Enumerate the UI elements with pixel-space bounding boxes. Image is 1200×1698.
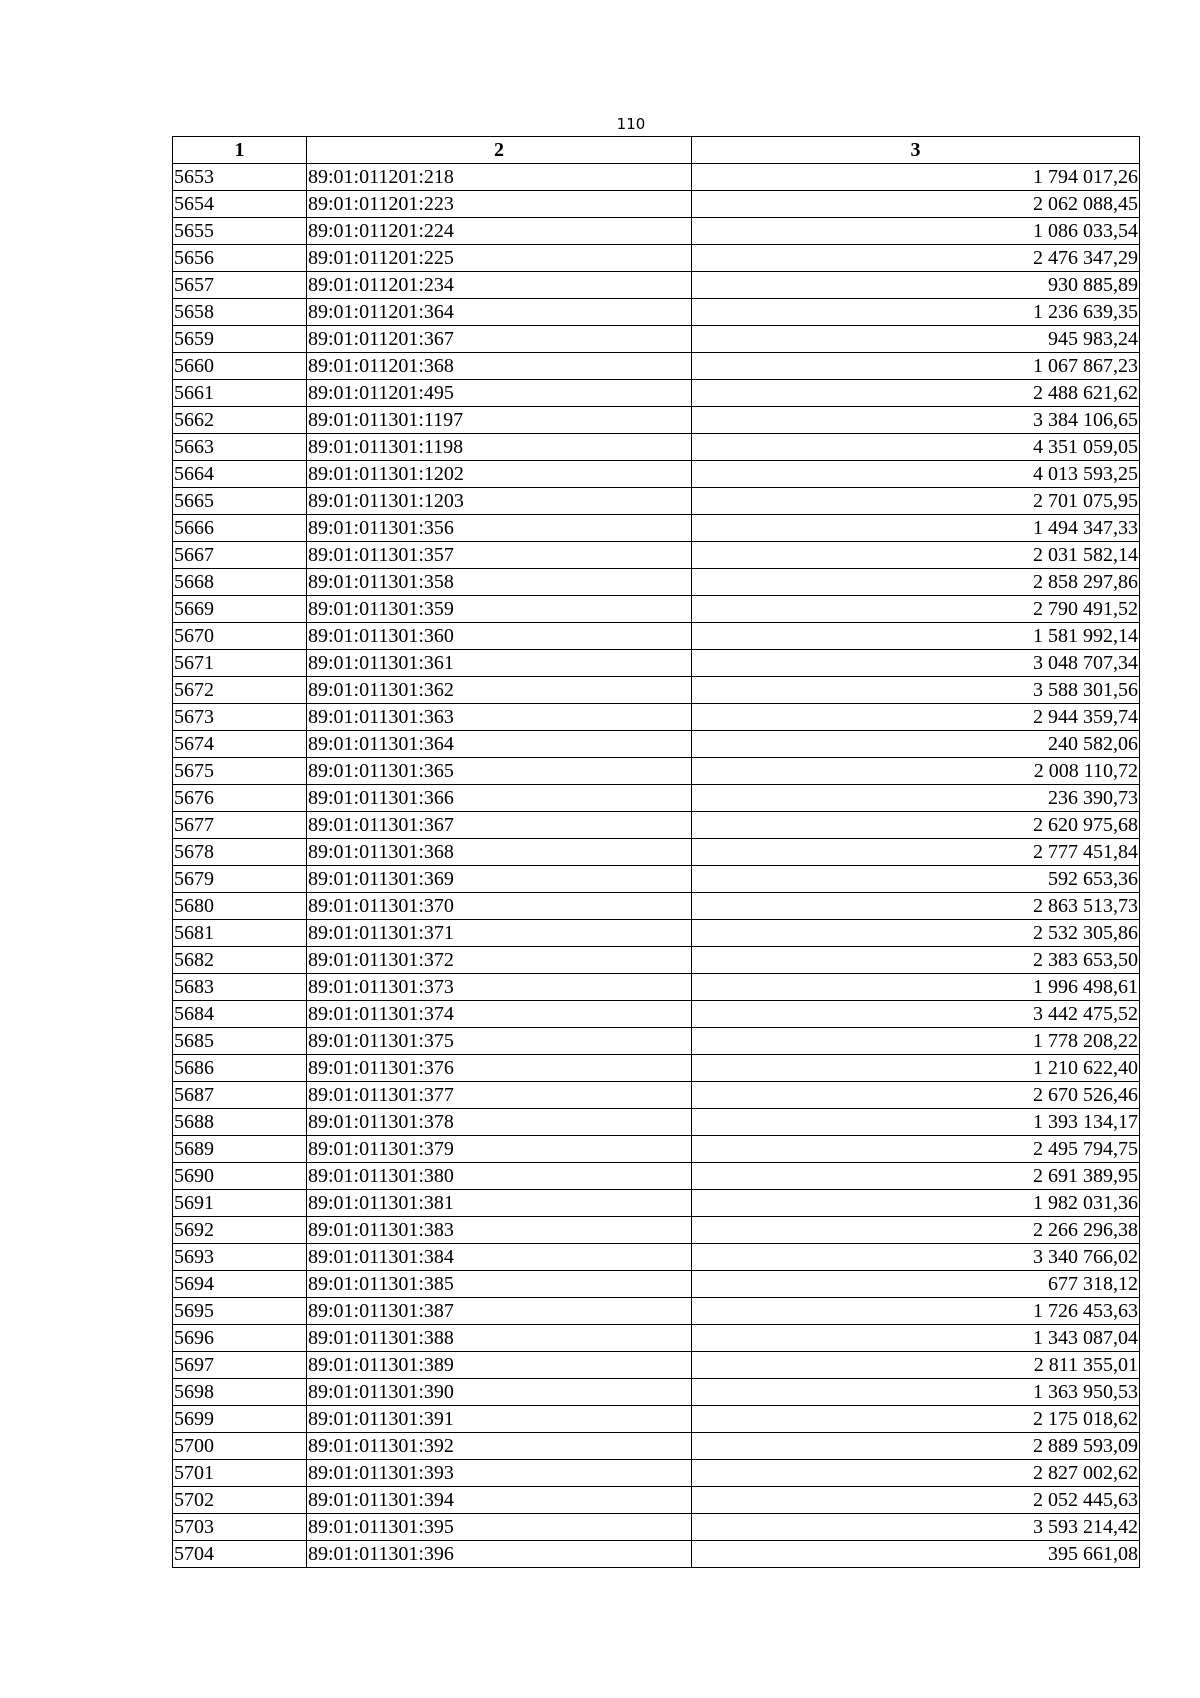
value-cell: 2 811 355,01 — [692, 1352, 1140, 1379]
row-number-cell: 5672 — [173, 677, 307, 704]
row-number-cell: 5692 — [173, 1217, 307, 1244]
value-cell: 2 790 491,52 — [692, 596, 1140, 623]
cadastral-number-cell: 89:01:011301:380 — [307, 1163, 692, 1190]
row-number-cell: 5704 — [173, 1541, 307, 1568]
row-number-cell: 5662 — [173, 407, 307, 434]
cadastral-number-cell: 89:01:011301:357 — [307, 542, 692, 569]
value-cell: 2 266 296,38 — [692, 1217, 1140, 1244]
cadastral-number-cell: 89:01:011301:392 — [307, 1433, 692, 1460]
table-row — [173, 434, 1140, 461]
row-number-cell: 5679 — [173, 866, 307, 893]
cadastral-number-cell: 89:01:011301:387 — [307, 1298, 692, 1325]
row-number-cell: 5673 — [173, 704, 307, 731]
cadastral-number-cell: 89:01:011301:364 — [307, 731, 692, 758]
row-number-cell: 5701 — [173, 1460, 307, 1487]
table-row — [173, 1460, 1140, 1487]
cadastral-number-cell: 89:01:011301:393 — [307, 1460, 692, 1487]
table-row — [173, 1001, 1140, 1028]
row-number-cell: 5699 — [173, 1406, 307, 1433]
row-number-cell: 5654 — [173, 191, 307, 218]
table-row — [173, 1028, 1140, 1055]
value-cell: 2 827 002,62 — [692, 1460, 1140, 1487]
value-cell: 3 442 475,52 — [692, 1001, 1140, 1028]
row-number-cell: 5693 — [173, 1244, 307, 1271]
row-number-cell: 5684 — [173, 1001, 307, 1028]
cadastral-number-cell: 89:01:011301:371 — [307, 920, 692, 947]
table-row — [173, 569, 1140, 596]
table-row — [173, 488, 1140, 515]
row-number-cell: 5669 — [173, 596, 307, 623]
table-row — [173, 461, 1140, 488]
table-row — [173, 326, 1140, 353]
table-row — [173, 947, 1140, 974]
row-number-cell: 5656 — [173, 245, 307, 272]
value-cell: 240 582,06 — [692, 731, 1140, 758]
cadastral-number-cell: 89:01:011301:381 — [307, 1190, 692, 1217]
row-number-cell: 5681 — [173, 920, 307, 947]
cadastral-number-cell: 89:01:011301:367 — [307, 812, 692, 839]
table-row — [173, 407, 1140, 434]
cadastral-number-cell: 89:01:011301:356 — [307, 515, 692, 542]
row-number-cell: 5657 — [173, 272, 307, 299]
table-row — [173, 677, 1140, 704]
table-row — [173, 650, 1140, 677]
cadastral-number-cell: 89:01:011301:396 — [307, 1541, 692, 1568]
table-row — [173, 1082, 1140, 1109]
cadastral-number-cell: 89:01:011301:370 — [307, 893, 692, 920]
row-number-cell: 5658 — [173, 299, 307, 326]
value-cell: 4 351 059,05 — [692, 434, 1140, 461]
row-number-cell: 5676 — [173, 785, 307, 812]
value-cell: 2 495 794,75 — [692, 1136, 1140, 1163]
value-cell: 2 476 347,29 — [692, 245, 1140, 272]
table-row — [173, 245, 1140, 272]
row-number-cell: 5703 — [173, 1514, 307, 1541]
value-cell: 3 593 214,42 — [692, 1514, 1140, 1541]
value-cell: 1 236 639,35 — [692, 299, 1140, 326]
value-cell: 2 858 297,86 — [692, 569, 1140, 596]
cadastral-number-cell: 89:01:011201:495 — [307, 380, 692, 407]
cadastral-number-cell: 89:01:011301:365 — [307, 758, 692, 785]
value-cell: 1 794 017,26 — [692, 164, 1140, 191]
value-cell: 2 008 110,72 — [692, 758, 1140, 785]
column-header-3: 3 — [692, 137, 1140, 164]
cadastral-number-cell: 89:01:011201:225 — [307, 245, 692, 272]
table-body — [173, 164, 1140, 1568]
table-row — [173, 299, 1140, 326]
row-number-cell: 5664 — [173, 461, 307, 488]
value-cell: 3 588 301,56 — [692, 677, 1140, 704]
value-cell: 1 778 208,22 — [692, 1028, 1140, 1055]
column-header-1: 1 — [173, 137, 307, 164]
row-number-cell: 5686 — [173, 1055, 307, 1082]
row-number-cell: 5667 — [173, 542, 307, 569]
cadastral-number-cell: 89:01:011301:394 — [307, 1487, 692, 1514]
table-row — [173, 1244, 1140, 1271]
value-cell: 1 343 087,04 — [692, 1325, 1140, 1352]
cadastral-number-cell: 89:01:011301:391 — [307, 1406, 692, 1433]
cadastral-number-cell: 89:01:011301:388 — [307, 1325, 692, 1352]
cadastral-number-cell: 89:01:011301:372 — [307, 947, 692, 974]
table-row — [173, 272, 1140, 299]
value-cell: 2 691 389,95 — [692, 1163, 1140, 1190]
table-row — [173, 1379, 1140, 1406]
row-number-cell: 5700 — [173, 1433, 307, 1460]
row-number-cell: 5653 — [173, 164, 307, 191]
value-cell: 2 383 653,50 — [692, 947, 1140, 974]
row-number-cell: 5670 — [173, 623, 307, 650]
value-cell: 1 494 347,33 — [692, 515, 1140, 542]
value-cell: 2 175 018,62 — [692, 1406, 1140, 1433]
table-header-row — [173, 137, 1140, 164]
table-row — [173, 191, 1140, 218]
table-row — [173, 1190, 1140, 1217]
table-row — [173, 704, 1140, 731]
value-cell: 1 210 622,40 — [692, 1055, 1140, 1082]
cadastral-number-cell: 89:01:011301:378 — [307, 1109, 692, 1136]
cadastral-number-cell: 89:01:011201:223 — [307, 191, 692, 218]
value-cell: 3 340 766,02 — [692, 1244, 1140, 1271]
cadastral-number-cell: 89:01:011301:358 — [307, 569, 692, 596]
row-number-cell: 5698 — [173, 1379, 307, 1406]
row-number-cell: 5695 — [173, 1298, 307, 1325]
value-cell: 2 532 305,86 — [692, 920, 1140, 947]
cadastral-number-cell: 89:01:011201:224 — [307, 218, 692, 245]
table-row — [173, 380, 1140, 407]
cadastral-number-cell: 89:01:011301:375 — [307, 1028, 692, 1055]
value-cell: 677 318,12 — [692, 1271, 1140, 1298]
row-number-cell: 5688 — [173, 1109, 307, 1136]
value-cell: 1 393 134,17 — [692, 1109, 1140, 1136]
value-cell: 1 363 950,53 — [692, 1379, 1140, 1406]
row-number-cell: 5696 — [173, 1325, 307, 1352]
column-header-2: 2 — [307, 137, 692, 164]
row-number-cell: 5668 — [173, 569, 307, 596]
row-number-cell: 5680 — [173, 893, 307, 920]
table-row — [173, 1325, 1140, 1352]
cadastral-number-cell: 89:01:011301:369 — [307, 866, 692, 893]
table-row — [173, 1433, 1140, 1460]
row-number-cell: 5702 — [173, 1487, 307, 1514]
page-number: 110 — [616, 115, 646, 133]
value-cell: 2 889 593,09 — [692, 1433, 1140, 1460]
data-table — [172, 136, 1140, 1568]
table-row — [173, 1271, 1140, 1298]
cadastral-number-cell: 89:01:011301:1198 — [307, 434, 692, 461]
row-number-cell: 5671 — [173, 650, 307, 677]
row-number-cell: 5660 — [173, 353, 307, 380]
cadastral-number-cell: 89:01:011301:390 — [307, 1379, 692, 1406]
table-row — [173, 164, 1140, 191]
value-cell: 1 982 031,36 — [692, 1190, 1140, 1217]
value-cell: 930 885,89 — [692, 272, 1140, 299]
value-cell: 1 996 498,61 — [692, 974, 1140, 1001]
row-number-cell: 5691 — [173, 1190, 307, 1217]
table-row — [173, 785, 1140, 812]
cadastral-number-cell: 89:01:011301:359 — [307, 596, 692, 623]
row-number-cell: 5685 — [173, 1028, 307, 1055]
row-number-cell: 5689 — [173, 1136, 307, 1163]
value-cell: 945 983,24 — [692, 326, 1140, 353]
cadastral-number-cell: 89:01:011301:366 — [307, 785, 692, 812]
value-cell: 395 661,08 — [692, 1541, 1140, 1568]
row-number-cell: 5677 — [173, 812, 307, 839]
value-cell: 2 944 359,74 — [692, 704, 1140, 731]
table-row — [173, 1055, 1140, 1082]
value-cell: 1 581 992,14 — [692, 623, 1140, 650]
cadastral-number-cell: 89:01:011201:367 — [307, 326, 692, 353]
table-row — [173, 596, 1140, 623]
value-cell: 2 052 445,63 — [692, 1487, 1140, 1514]
value-cell: 2 701 075,95 — [692, 488, 1140, 515]
row-number-cell: 5690 — [173, 1163, 307, 1190]
value-cell: 4 013 593,25 — [692, 461, 1140, 488]
cadastral-number-cell: 89:01:011301:385 — [307, 1271, 692, 1298]
value-cell: 2 031 582,14 — [692, 542, 1140, 569]
cadastral-number-cell: 89:01:011301:389 — [307, 1352, 692, 1379]
cadastral-number-cell: 89:01:011301:395 — [307, 1514, 692, 1541]
row-number-cell: 5687 — [173, 1082, 307, 1109]
value-cell: 2 863 513,73 — [692, 893, 1140, 920]
cadastral-number-cell: 89:01:011301:374 — [307, 1001, 692, 1028]
table-row — [173, 1514, 1140, 1541]
row-number-cell: 5697 — [173, 1352, 307, 1379]
table-row — [173, 866, 1140, 893]
table-row — [173, 1109, 1140, 1136]
table-row — [173, 839, 1140, 866]
table-row — [173, 758, 1140, 785]
cadastral-number-cell: 89:01:011301:384 — [307, 1244, 692, 1271]
row-number-cell: 5683 — [173, 974, 307, 1001]
row-number-cell: 5694 — [173, 1271, 307, 1298]
value-cell: 3 384 106,65 — [692, 407, 1140, 434]
row-number-cell: 5659 — [173, 326, 307, 353]
table-row — [173, 893, 1140, 920]
cadastral-number-cell: 89:01:011201:218 — [307, 164, 692, 191]
table-row — [173, 1136, 1140, 1163]
row-number-cell: 5661 — [173, 380, 307, 407]
cadastral-number-cell: 89:01:011301:373 — [307, 974, 692, 1001]
cadastral-number-cell: 89:01:011301:1202 — [307, 461, 692, 488]
cadastral-number-cell: 89:01:011201:364 — [307, 299, 692, 326]
table-row — [173, 353, 1140, 380]
table-row — [173, 731, 1140, 758]
value-cell: 2 670 526,46 — [692, 1082, 1140, 1109]
value-cell: 2 488 621,62 — [692, 380, 1140, 407]
table-row — [173, 1298, 1140, 1325]
value-cell: 2 777 451,84 — [692, 839, 1140, 866]
table-row — [173, 1487, 1140, 1514]
value-cell: 1 086 033,54 — [692, 218, 1140, 245]
value-cell: 1 726 453,63 — [692, 1298, 1140, 1325]
cadastral-number-cell: 89:01:011301:361 — [307, 650, 692, 677]
row-number-cell: 5678 — [173, 839, 307, 866]
cadastral-number-cell: 89:01:011201:234 — [307, 272, 692, 299]
value-cell: 236 390,73 — [692, 785, 1140, 812]
cadastral-number-cell: 89:01:011301:363 — [307, 704, 692, 731]
cadastral-number-cell: 89:01:011301:376 — [307, 1055, 692, 1082]
row-number-cell: 5666 — [173, 515, 307, 542]
table-row — [173, 812, 1140, 839]
table-row — [173, 1541, 1140, 1568]
cadastral-number-cell: 89:01:011301:362 — [307, 677, 692, 704]
cadastral-number-cell: 89:01:011301:1203 — [307, 488, 692, 515]
cadastral-number-cell: 89:01:011301:377 — [307, 1082, 692, 1109]
table-row — [173, 1163, 1140, 1190]
row-number-cell: 5655 — [173, 218, 307, 245]
row-number-cell: 5675 — [173, 758, 307, 785]
table-row — [173, 974, 1140, 1001]
cadastral-number-cell: 89:01:011201:368 — [307, 353, 692, 380]
table-row — [173, 1406, 1140, 1433]
table-row — [173, 218, 1140, 245]
value-cell: 2 062 088,45 — [692, 191, 1140, 218]
cadastral-number-cell: 89:01:011301:360 — [307, 623, 692, 650]
table-row — [173, 1217, 1140, 1244]
row-number-cell: 5663 — [173, 434, 307, 461]
table-row — [173, 515, 1140, 542]
table-row — [173, 542, 1140, 569]
value-cell: 3 048 707,34 — [692, 650, 1140, 677]
table-row — [173, 1352, 1140, 1379]
row-number-cell: 5682 — [173, 947, 307, 974]
table-row — [173, 623, 1140, 650]
cadastral-number-cell: 89:01:011301:368 — [307, 839, 692, 866]
value-cell: 1 067 867,23 — [692, 353, 1140, 380]
cadastral-number-cell: 89:01:011301:1197 — [307, 407, 692, 434]
row-number-cell: 5665 — [173, 488, 307, 515]
value-cell: 592 653,36 — [692, 866, 1140, 893]
row-number-cell: 5674 — [173, 731, 307, 758]
cadastral-number-cell: 89:01:011301:383 — [307, 1217, 692, 1244]
value-cell: 2 620 975,68 — [692, 812, 1140, 839]
table-row — [173, 920, 1140, 947]
cadastral-number-cell: 89:01:011301:379 — [307, 1136, 692, 1163]
